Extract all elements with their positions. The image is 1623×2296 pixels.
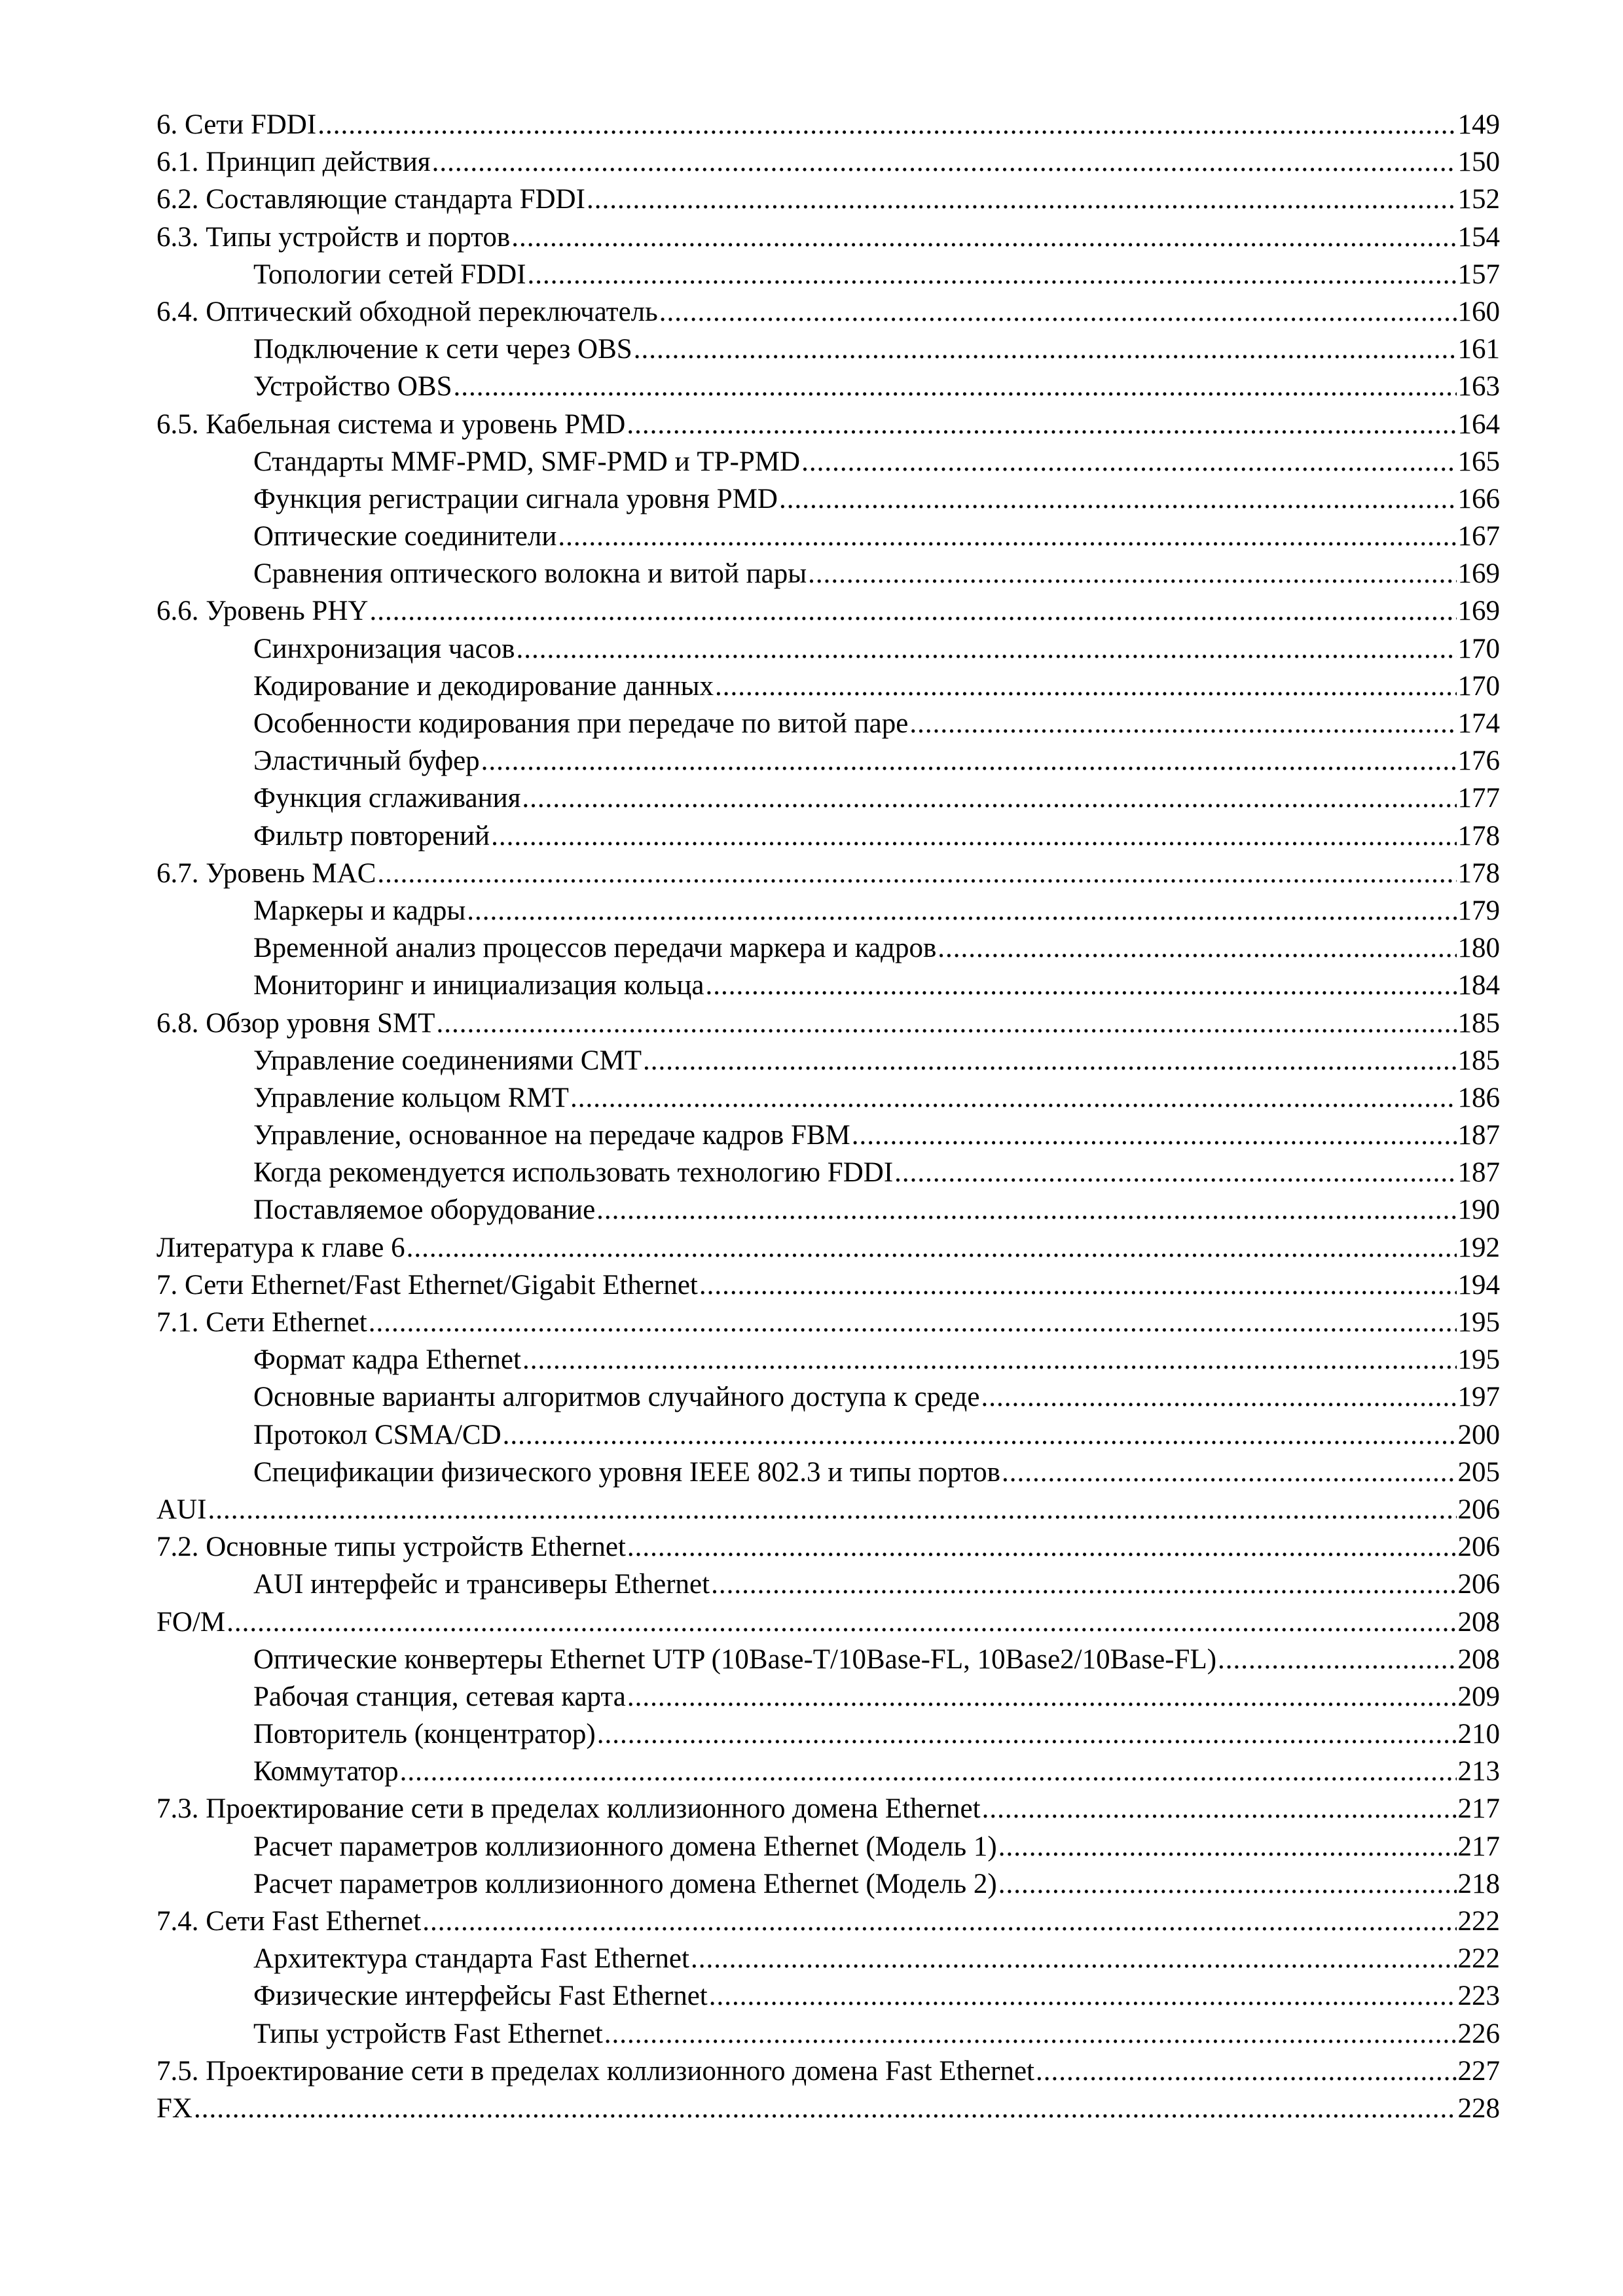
toc-entry-page-number: 169 xyxy=(1457,558,1500,590)
toc-entry-title: Основные варианты алгоритмов случайного доступа к среде xyxy=(253,1382,980,1413)
toc-entry[interactable] xyxy=(156,817,1500,855)
toc-entry-title: Стандарты MMF-PMD, SMF-PMD и TP-PMD xyxy=(253,446,801,477)
toc-dot-leader xyxy=(422,1903,1456,1940)
toc-entry[interactable] xyxy=(156,518,1500,555)
toc-entry-title: Повторитель (концентратор) xyxy=(253,1719,596,1750)
toc-dot-leader xyxy=(715,668,1456,705)
toc-entry-title: Коммутатор xyxy=(253,1756,399,1787)
toc-entry[interactable] xyxy=(156,929,1500,967)
toc-dot-leader xyxy=(909,705,1456,742)
toc-entry-title: Топологии сетей FDDI xyxy=(253,259,526,290)
toc-entry[interactable] xyxy=(156,1154,1500,1191)
toc-entry[interactable] xyxy=(156,1416,1500,1454)
toc-entry-title: Функция регистрации сигнала уровня PMD xyxy=(253,483,778,514)
toc-entry-title: AUI интерфейс и трансиверы Ethernet xyxy=(253,1569,710,1600)
toc-entry-title: Управление кольцом RMT xyxy=(253,1082,569,1113)
toc-entry[interactable] xyxy=(156,1828,1500,1865)
toc-entry-title: 7.4. Сети Fast Ethernet xyxy=(156,1906,422,1937)
toc-entry-title: Расчет параметров коллизионного домена Ethernet (Модель 2) xyxy=(253,1868,997,1899)
toc-entry-page-number: 167 xyxy=(1457,521,1500,552)
toc-dot-leader xyxy=(377,855,1456,892)
toc-entry[interactable] xyxy=(156,1604,1500,1641)
toc-entry-title: Физические интерфейсы Fast Ethernet xyxy=(253,1981,708,2012)
toc-entry-title: Эластичный буфер xyxy=(253,745,480,777)
toc-entry-page-number: 206 xyxy=(1457,1532,1500,1563)
toc-entry-page-number: 205 xyxy=(1457,1456,1500,1488)
toc-entry[interactable] xyxy=(156,1005,1500,1042)
toc-entry-page-number: 227 xyxy=(1457,2055,1500,2087)
toc-entry-title: 6. Сети FDDI xyxy=(156,109,317,140)
toc-entry-title: 6.2. Составляющие стандарта FDDI xyxy=(156,184,585,215)
toc-entry-page-number: 209 xyxy=(1457,1681,1500,1712)
toc-dot-leader xyxy=(699,1266,1457,1304)
toc-entry-page-number: 160 xyxy=(1457,296,1500,327)
toc-entry-title: Фильтр повторений xyxy=(253,820,490,852)
toc-entry[interactable] xyxy=(156,480,1500,518)
toc-dot-leader xyxy=(808,555,1456,592)
toc-entry-title: Оптические конвертеры Ethernet UTP (10Base-T/10Base-FL, 10Base2/10Base-FL) xyxy=(253,1643,1217,1675)
toc-dot-leader xyxy=(998,1828,1457,1865)
toc-entry[interactable] xyxy=(156,630,1500,668)
toc-entry-page-number: 152 xyxy=(1457,184,1500,215)
toc-entry-title: Особенности кодирования при передаче по витой паре xyxy=(253,708,909,739)
toc-entry-page-number: 176 xyxy=(1457,745,1500,777)
toc-entry-page-number: 170 xyxy=(1457,670,1500,702)
toc-entry[interactable] xyxy=(156,293,1500,331)
toc-entry[interactable] xyxy=(156,1304,1500,1341)
toc-entry[interactable] xyxy=(156,1341,1500,1378)
toc-entry[interactable] xyxy=(156,2090,1500,2127)
toc-entry-title: 7.1. Сети Ethernet xyxy=(156,1307,367,1338)
toc-dot-leader xyxy=(511,219,1456,256)
toc-entry[interactable] xyxy=(156,1566,1500,1603)
toc-entry-page-number: 194 xyxy=(1457,1269,1500,1300)
toc-dot-leader xyxy=(491,817,1456,855)
toc-entry[interactable] xyxy=(156,181,1500,218)
toc-entry-page-number: 179 xyxy=(1457,895,1500,926)
toc-dot-leader xyxy=(570,1079,1457,1117)
toc-dot-leader xyxy=(1218,1641,1456,1678)
toc-entry[interactable] xyxy=(156,1753,1500,1790)
toc-entry-title: 7. Сети Ethernet/Fast Ethernet/Gigabit Ethernet xyxy=(156,1269,698,1300)
table-of-contents xyxy=(156,106,1500,2127)
toc-entry-title: 6.3. Типы устройств и портов xyxy=(156,221,511,253)
toc-entry[interactable] xyxy=(156,2053,1500,2090)
toc-dot-leader xyxy=(467,892,1456,929)
toc-entry-title: Управление, основанное на передаче кадров FBM xyxy=(253,1120,850,1151)
toc-entry-title: 7.2. Основные типы устройств Ethernet xyxy=(156,1532,626,1563)
toc-entry-title: Литература к главе 6 xyxy=(156,1232,405,1263)
toc-entry[interactable] xyxy=(156,1641,1500,1678)
toc-entry-title: Мониторинг и инициализация кольца xyxy=(253,970,704,1001)
toc-entry[interactable] xyxy=(156,855,1500,892)
toc-dot-leader xyxy=(627,1528,1457,1566)
toc-entry-page-number: 228 xyxy=(1457,2092,1500,2124)
toc-entry[interactable] xyxy=(156,1715,1500,1753)
toc-entry[interactable] xyxy=(156,1378,1500,1416)
toc-entry[interactable] xyxy=(156,1229,1500,1266)
toc-entry[interactable] xyxy=(156,705,1500,742)
toc-entry-page-number: 157 xyxy=(1457,259,1500,290)
toc-dot-leader xyxy=(604,2015,1457,2053)
toc-entry-page-number: 195 xyxy=(1457,1307,1500,1338)
toc-entry-page-number: 184 xyxy=(1457,970,1500,1001)
toc-entry-title: Управление соединениями CMT xyxy=(253,1045,642,1076)
toc-dot-leader xyxy=(432,143,1457,181)
toc-entry-page-number: 149 xyxy=(1457,109,1500,140)
toc-entry[interactable] xyxy=(156,1528,1500,1566)
toc-entry[interactable] xyxy=(156,742,1500,780)
toc-entry-page-number: 185 xyxy=(1457,1007,1500,1039)
toc-entry-page-number: 206 xyxy=(1457,1494,1500,1525)
toc-dot-leader xyxy=(982,1790,1457,1827)
toc-entry[interactable] xyxy=(156,368,1500,405)
toc-entry-page-number: 218 xyxy=(1457,1868,1500,1899)
toc-entry-page-number: 217 xyxy=(1457,1831,1500,1862)
toc-dot-leader xyxy=(711,1566,1456,1603)
toc-entry-page-number: 187 xyxy=(1457,1157,1500,1189)
toc-dot-leader xyxy=(318,106,1456,143)
toc-entry-page-number: 180 xyxy=(1457,933,1500,964)
toc-dot-leader xyxy=(194,2090,1457,2127)
toc-dot-leader xyxy=(894,1154,1456,1191)
toc-entry-page-number: 226 xyxy=(1457,2018,1500,2049)
toc-entry-page-number: 178 xyxy=(1457,857,1500,889)
toc-entry-page-number: 185 xyxy=(1457,1045,1500,1076)
toc-entry[interactable] xyxy=(156,1903,1500,1940)
toc-entry-title: 6.5. Кабельная система и уровень PMD xyxy=(156,408,626,440)
toc-entry-title: Формат кадра Ethernet xyxy=(253,1344,521,1376)
toc-entry-title: FO/M xyxy=(156,1606,226,1638)
toc-entry-page-number: 154 xyxy=(1457,221,1500,253)
toc-entry[interactable] xyxy=(156,443,1500,480)
toc-entry-title: Синхронизация часов xyxy=(253,633,515,664)
toc-entry-title: Функция сглаживания xyxy=(253,783,521,814)
toc-dot-leader xyxy=(852,1117,1457,1154)
toc-entry[interactable] xyxy=(156,1266,1500,1304)
toc-dot-leader xyxy=(503,1416,1457,1454)
toc-dot-leader xyxy=(208,1491,1456,1528)
toc-entry-title: 6.8. Обзор уровня SMT xyxy=(156,1007,435,1039)
toc-dot-leader xyxy=(227,1604,1456,1641)
toc-entry-page-number: 166 xyxy=(1457,483,1500,514)
toc-dot-leader xyxy=(587,181,1457,218)
toc-entry-title: 6.4. Оптический обходной переключатель xyxy=(156,296,658,327)
toc-dot-leader xyxy=(516,630,1456,668)
toc-entry[interactable] xyxy=(156,2015,1500,2053)
toc-entry-title: Временной анализ процессов передачи маркера и кадров xyxy=(253,933,937,964)
toc-entry-page-number: 197 xyxy=(1457,1382,1500,1413)
toc-dot-leader xyxy=(1002,1454,1457,1491)
toc-dot-leader xyxy=(558,518,1456,555)
toc-entry-page-number: 186 xyxy=(1457,1082,1500,1113)
toc-entry-page-number: 213 xyxy=(1457,1756,1500,1787)
toc-dot-leader xyxy=(709,1977,1457,2015)
toc-dot-leader xyxy=(779,480,1457,518)
toc-entry[interactable] xyxy=(156,1790,1500,1827)
toc-entry-page-number: 222 xyxy=(1457,1943,1500,1975)
toc-entry-page-number: 187 xyxy=(1457,1120,1500,1151)
toc-dot-leader xyxy=(691,1940,1457,1977)
toc-entry[interactable] xyxy=(156,1191,1500,1229)
toc-dot-leader xyxy=(407,1229,1457,1266)
toc-entry[interactable] xyxy=(156,1117,1500,1154)
toc-entry-title: 7.3. Проектирование сети в пределах коллизионного домена Ethernet xyxy=(156,1793,981,1825)
toc-dot-leader xyxy=(634,331,1457,368)
toc-entry-title: Сравнения оптического волокна и витой пары xyxy=(253,558,807,590)
toc-entry-title: Спецификации физического уровня IEEE 802.3 и типы портов xyxy=(253,1456,1000,1488)
toc-dot-leader xyxy=(369,592,1456,630)
toc-entry[interactable] xyxy=(156,555,1500,592)
toc-entry[interactable] xyxy=(156,892,1500,929)
toc-entry[interactable] xyxy=(156,406,1500,443)
toc-entry[interactable] xyxy=(156,1940,1500,1977)
toc-entry-title: Устройство OBS xyxy=(253,371,452,403)
toc-entry-page-number: 169 xyxy=(1457,596,1500,627)
toc-entry-page-number: 222 xyxy=(1457,1906,1500,1937)
toc-dot-leader xyxy=(643,1042,1457,1079)
toc-entry-page-number: 192 xyxy=(1457,1232,1500,1263)
toc-entry-page-number: 161 xyxy=(1457,334,1500,365)
toc-dot-leader xyxy=(453,368,1456,405)
toc-entry[interactable] xyxy=(156,1678,1500,1715)
toc-entry-page-number: 174 xyxy=(1457,708,1500,739)
toc-entry-title: Оптические соединители xyxy=(253,521,557,552)
toc-entry-page-number: 223 xyxy=(1457,1981,1500,2012)
toc-entry-title: Когда рекомендуется использовать технологию FDDI xyxy=(253,1157,894,1189)
toc-entry-title: Расчет параметров коллизионного домена Ethernet (Модель 1) xyxy=(253,1831,997,1862)
toc-entry-page-number: 178 xyxy=(1457,820,1500,852)
toc-dot-leader xyxy=(1036,2053,1457,2090)
toc-entry-title: AUI xyxy=(156,1494,207,1525)
toc-entry-page-number: 170 xyxy=(1457,633,1500,664)
toc-entry-page-number: 208 xyxy=(1457,1606,1500,1638)
toc-entry-title: Рабочая станция, сетевая карта xyxy=(253,1681,626,1712)
toc-entry-title: Типы устройств Fast Ethernet xyxy=(253,2018,603,2049)
toc-entry-page-number: 177 xyxy=(1457,783,1500,814)
toc-dot-leader xyxy=(627,406,1456,443)
toc-entry-title: Поставляемое оборудование xyxy=(253,1194,596,1226)
toc-entry[interactable] xyxy=(156,1454,1500,1491)
toc-entry[interactable] xyxy=(156,780,1500,817)
toc-dot-leader xyxy=(938,929,1456,967)
toc-entry[interactable] xyxy=(156,1042,1500,1079)
toc-dot-leader xyxy=(481,742,1457,780)
toc-entry-page-number: 217 xyxy=(1457,1793,1500,1825)
toc-entry[interactable] xyxy=(156,967,1500,1004)
toc-entry-page-number: 190 xyxy=(1457,1194,1500,1226)
toc-dot-leader xyxy=(522,1341,1457,1378)
toc-dot-leader xyxy=(369,1304,1457,1341)
toc-entry[interactable] xyxy=(156,1079,1500,1117)
toc-dot-leader xyxy=(801,443,1456,480)
toc-dot-leader xyxy=(706,967,1457,1004)
toc-entry-title: Маркеры и кадры xyxy=(253,895,466,926)
toc-entry-page-number: 164 xyxy=(1457,408,1500,440)
toc-entry[interactable] xyxy=(156,143,1500,181)
toc-entry[interactable] xyxy=(156,1977,1500,2015)
toc-dot-leader xyxy=(981,1378,1457,1416)
toc-entry-title: Протокол CSMA/CD xyxy=(253,1419,501,1450)
toc-entry[interactable] xyxy=(156,1865,1500,1903)
toc-entry[interactable] xyxy=(156,219,1500,256)
toc-entry-page-number: 210 xyxy=(1457,1719,1500,1750)
toc-entry[interactable] xyxy=(156,592,1500,630)
toc-entry-title: Кодирование и декодирование данных xyxy=(253,670,714,702)
toc-dot-leader xyxy=(522,780,1456,817)
toc-dot-leader xyxy=(998,1865,1457,1903)
toc-entry-page-number: 150 xyxy=(1457,147,1500,178)
toc-entry-title: Подключение к сети через OBS xyxy=(253,334,632,365)
toc-entry[interactable] xyxy=(156,668,1500,705)
toc-entry-page-number: 206 xyxy=(1457,1569,1500,1600)
toc-dot-leader xyxy=(596,1191,1456,1229)
toc-dot-leader xyxy=(659,293,1457,331)
toc-entry-title: 6.1. Принцип действия xyxy=(156,147,431,178)
toc-entry-title: 7.5. Проектирование сети в пределах коллизионного домена Fast Ethernet xyxy=(156,2055,1034,2087)
toc-entry-page-number: 208 xyxy=(1457,1643,1500,1675)
toc-dot-leader xyxy=(627,1678,1457,1715)
toc-dot-leader xyxy=(528,256,1457,293)
toc-entry-title: 6.6. Уровень PHY xyxy=(156,596,369,627)
toc-entry[interactable] xyxy=(156,1491,1500,1528)
toc-dot-leader xyxy=(436,1005,1456,1042)
toc-entry-page-number: 195 xyxy=(1457,1344,1500,1376)
toc-entry-page-number: 200 xyxy=(1457,1419,1500,1450)
toc-entry-title: FX xyxy=(156,2092,192,2124)
toc-entry-title: Архитектура стандарта Fast Ethernet xyxy=(253,1943,689,1975)
toc-dot-leader xyxy=(400,1753,1457,1790)
toc-entry[interactable] xyxy=(156,256,1500,293)
toc-dot-leader xyxy=(597,1715,1457,1753)
toc-entry[interactable] xyxy=(156,106,1500,143)
toc-entry[interactable] xyxy=(156,331,1500,368)
toc-entry-title: 6.7. Уровень MAC xyxy=(156,857,376,889)
toc-entry-page-number: 165 xyxy=(1457,446,1500,477)
toc-entry-page-number: 163 xyxy=(1457,371,1500,403)
